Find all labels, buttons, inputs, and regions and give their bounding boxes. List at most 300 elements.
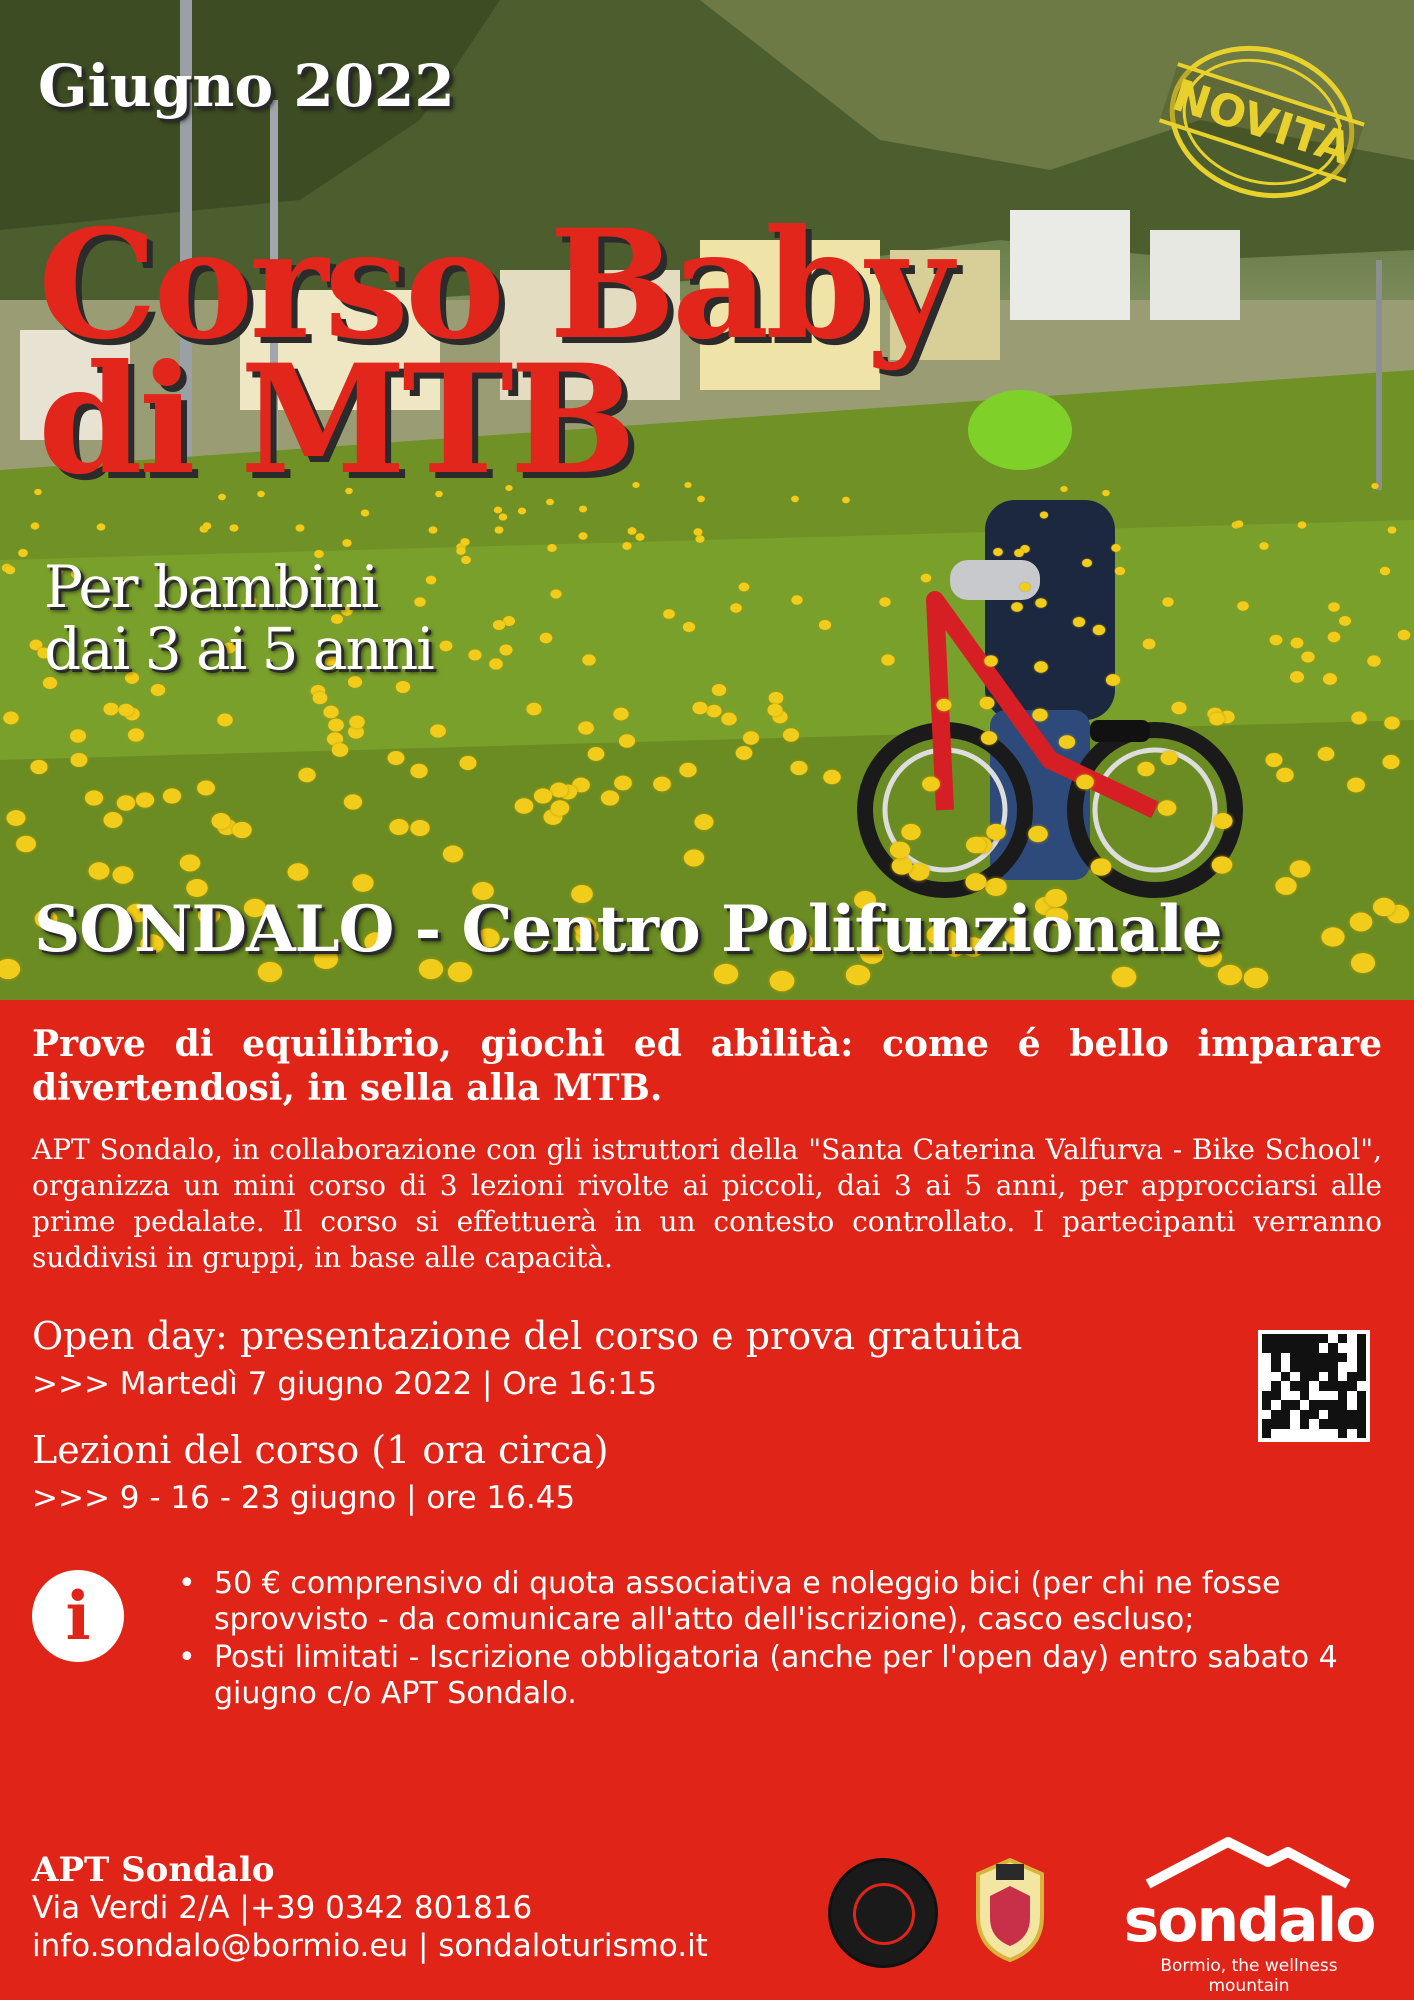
qr-cell [1290,1400,1299,1409]
flower [1035,598,1046,608]
flower [1351,953,1375,973]
qr-cell [1357,1353,1366,1362]
qr-cell [1357,1410,1366,1419]
qr-cell [1338,1381,1347,1390]
flower [679,763,696,777]
qr-cell [1338,1372,1347,1381]
qr-cell [1290,1372,1299,1381]
flower [692,702,707,715]
qr-cell [1357,1429,1366,1438]
notes-list [178,1566,1378,1714]
page-title [38,197,950,508]
qr-cell [1347,1410,1356,1419]
flower [526,703,541,716]
flower [683,622,695,632]
flower [89,862,110,879]
flower [217,714,232,727]
flower [614,776,632,791]
flower [1384,717,1400,730]
qr-cell [1328,1410,1337,1419]
flower [984,655,997,666]
flower [499,514,507,521]
qr-cell [1281,1429,1290,1438]
flower [1212,856,1233,873]
qr-cell [1328,1362,1337,1371]
qr-cell [1347,1362,1356,1371]
flower [1301,651,1314,662]
flower [1351,712,1366,725]
flower [1367,655,1380,666]
qr-cell [1319,1381,1328,1390]
flower [515,798,534,814]
flower [163,788,181,803]
organizer-contacts[interactable]: info.sondalo@bormio.eu | sondaloturismo.it [32,1928,708,1964]
flower [695,535,704,543]
flower [551,800,570,816]
flower [619,734,635,748]
flower [1373,898,1395,916]
flower [430,724,446,737]
flower [1347,778,1365,793]
qr-cell [1347,1391,1356,1400]
flower [1032,709,1047,722]
flower [103,703,118,716]
flower [313,692,328,704]
flower [1059,735,1075,749]
qr-cell [1319,1410,1328,1419]
brand-word: sondalo [1123,1886,1375,1956]
flower [1171,702,1186,715]
flower [5,566,15,575]
bike-school-logo-icon [828,1858,938,1968]
flower [791,595,802,604]
qr-cell [1328,1400,1337,1409]
qr-cell [1357,1362,1366,1371]
info-icon: i [32,1570,124,1662]
qr-cell [1357,1372,1366,1381]
flower [1275,877,1296,895]
flower [663,609,675,619]
qr-cell [1328,1381,1337,1390]
flower [136,792,154,807]
flower [770,971,795,992]
flower [1266,753,1283,767]
flower [410,820,429,836]
qr-cell [1319,1419,1328,1428]
flower [16,836,36,853]
qr-cell [1347,1429,1356,1438]
flower [18,549,28,557]
flower [151,684,166,696]
qr-cell [1347,1419,1356,1428]
flower [389,819,408,835]
flower [495,526,504,533]
flower [730,603,742,613]
flower [1060,486,1067,492]
flower [819,620,831,630]
flower [1270,635,1283,646]
qr-cell [1309,1362,1318,1371]
list-item: • 50 € comprensivo di quota associativa e noleggio bici (per chi ne fosse sprovvisto - da comunicare all'atto dell'iscrizione), casco escluso; [178,1566,1378,1638]
qr-cell [1281,1419,1290,1428]
qr-cell [1309,1353,1318,1362]
flower [1162,597,1173,606]
flower [1111,544,1120,552]
qr-cell [1271,1362,1280,1371]
flower [790,761,807,775]
qr-cell [1281,1372,1290,1381]
qr-cell [1328,1391,1337,1400]
flower [113,866,134,884]
mountain-logo-icon [1118,1832,1380,1892]
open-day-title: Open day: presentazione del corso e prova gratuita [32,1314,1023,1358]
qr-cell [1281,1343,1290,1352]
flower [1328,632,1341,643]
flower [1028,826,1048,842]
sondalo-brand-logo [1118,1832,1380,1996]
qr-cell [1262,1353,1271,1362]
qr-cell [1300,1381,1309,1390]
flower [694,814,713,830]
qr-cell [1357,1343,1366,1352]
event-location: SONDALO - Centro Polifunzionale [34,892,1222,967]
flower [323,706,338,719]
event-date: Giugno 2022 [38,52,455,120]
flower [706,705,721,718]
qr-cell [1309,1372,1318,1381]
flower [468,650,481,661]
qr-cell [1281,1362,1290,1371]
qr-cell [1290,1381,1299,1390]
flower [684,850,704,867]
flower [1388,526,1397,533]
qr-cell [1319,1353,1328,1362]
flower [1323,673,1337,685]
flower [1091,858,1112,875]
qr-cell [1271,1334,1280,1343]
qr-cell [1328,1353,1337,1362]
info-panel [0,1000,1414,2000]
qr-cell [1290,1391,1299,1400]
flower [980,697,995,709]
qr-cell [1338,1410,1347,1419]
flower [881,654,894,665]
flower [547,544,556,552]
flower [1076,775,1094,790]
qr-cell [1262,1400,1271,1409]
qr-cell [1290,1343,1299,1352]
flower [1235,520,1244,527]
flower [694,528,703,535]
flower [653,777,671,792]
qr-cell [1262,1343,1271,1352]
flower [1093,625,1105,635]
flower [981,731,997,745]
flower [721,713,736,726]
flower [1321,927,1344,946]
qr-cell [1271,1410,1280,1419]
flower [1371,483,1378,489]
flower [7,810,26,826]
flower [697,496,705,502]
qr-cell [1300,1400,1309,1409]
flower [1276,768,1294,783]
flower [456,547,465,555]
flower [1298,521,1307,528]
qr-cell [1328,1372,1337,1381]
subtitle-line-1: Per bambini [44,553,378,621]
qr-cell [1357,1334,1366,1343]
flower [922,777,940,792]
flower [440,641,453,652]
qr-cell [1271,1419,1280,1428]
qr-cell [1271,1353,1280,1362]
organizer-address: Via Verdi 2/A |+39 0342 801816 [32,1890,533,1926]
flower [1082,559,1092,567]
qr-cell [1290,1410,1299,1419]
flower [1350,913,1373,932]
flower [118,704,133,717]
flower [937,699,952,712]
flower [582,654,595,665]
flower [1137,762,1154,776]
qr-cell [1300,1343,1309,1352]
flower [1106,674,1120,686]
flower [986,824,1005,840]
flower [180,854,201,871]
flower [1014,549,1024,557]
flower [1218,965,1242,985]
qr-cell [1262,1429,1271,1438]
flower [30,760,47,774]
qr-cell [1300,1353,1309,1362]
lessons-title: Lezioni del corso (1 ora circa) [32,1428,609,1472]
flower [103,812,122,828]
organizer-name: APT Sondalo [32,1850,275,1890]
flower [1011,602,1023,612]
qr-cell [1290,1353,1299,1362]
qr-cell [1309,1391,1318,1400]
qr-cell [1281,1391,1290,1400]
qr-cell [1309,1381,1318,1390]
flower [1290,860,1311,877]
qr-cell [1319,1362,1328,1371]
brand-tagline: Bormio, the wellness mountain [1160,1956,1338,1996]
qr-cell [1281,1334,1290,1343]
qr-cell [1347,1343,1356,1352]
title-line-1: Corso Baby [38,197,950,373]
flower [993,548,1003,556]
qr-cell [1338,1334,1347,1343]
flower [767,704,782,717]
flower [966,837,986,854]
municipal-crest-icon [970,1856,1050,1964]
flower [736,746,753,760]
qr-cell [1347,1353,1356,1362]
stamp-label: NOVITÀ [1159,62,1365,183]
flower [97,523,106,530]
flower [1398,630,1410,640]
qr-cell [1338,1429,1347,1438]
flower [117,795,135,810]
flower [1259,542,1268,550]
qr-cell [1290,1334,1299,1343]
qr-cell [1290,1419,1299,1428]
flower [1040,512,1048,519]
qr-cell [1262,1362,1271,1371]
flower [211,813,230,829]
qr-cell [1328,1419,1337,1428]
flower [1382,755,1399,769]
qr-cell [1262,1410,1271,1419]
qr-cell [1300,1362,1309,1371]
flower [493,620,505,630]
qr-cell [1328,1334,1337,1343]
flower [636,533,645,541]
flower [1291,638,1304,649]
qr-cell [1347,1372,1356,1381]
flower [328,718,344,731]
qr-cell [1338,1419,1347,1428]
flower [1034,661,1048,672]
flower [71,753,88,767]
qr-cell [1300,1419,1309,1428]
flower [1328,602,1340,612]
qr-cell [1271,1400,1280,1409]
qr-cell [1309,1343,1318,1352]
course-description: APT Sondalo, in collaborazione con gli istruttori della "Santa Caterina Valfurva - Bike School", organizza un mini corso di 3 lezioni rivolte ai piccoli, dai 3 ai 5 anni, per approcciarsi alle prime pedalate. Il corso si effettuerà in un contesto controllato. I partecipanti verranno suddivisi in gruppi, in base alle capacità. [32,1133,1382,1274]
flower [459,756,476,770]
qr-cell [1338,1353,1347,1362]
flower [298,768,315,783]
flower [1161,751,1178,765]
age-subtitle [44,553,433,683]
flower [550,783,568,798]
flower [1318,747,1335,761]
flower [1339,616,1351,626]
course-headline: Prove di equilibrio, giochi ed abilità: come é bello imparare divertendosi, in sella alla MTB. [32,1023,1382,1109]
flower [443,846,463,863]
flower [783,728,799,741]
flower [823,770,841,785]
qr-cell [1271,1381,1280,1390]
flower [1112,967,1137,988]
flower [344,794,362,809]
flower [388,751,405,765]
qr-cell [1271,1429,1280,1438]
qr-cell [1281,1400,1290,1409]
flower [846,965,870,985]
flower [1209,713,1224,726]
open-day-detail: >>> Martedì 7 giugno 2022 | Ore 16:15 [32,1366,658,1402]
flower [3,712,18,725]
flower [342,539,351,547]
flower [332,743,349,757]
qr-cell [1271,1343,1280,1352]
qr-cell [1319,1334,1328,1343]
flower [712,684,726,696]
qr-cell [1338,1391,1347,1400]
qr-cell [1357,1419,1366,1428]
flower [890,842,910,859]
qr-cell [1281,1353,1290,1362]
qr-cell [1357,1391,1366,1400]
flower [1102,490,1110,496]
qr-cell [1262,1372,1271,1381]
flower [203,522,212,529]
list-item: • Posti limitati - Iscrizione obbligatoria (anche per l'open day) entro sabato 4 giugno c/o APT Sondalo. [178,1640,1378,1712]
flower [534,788,552,803]
flower [613,708,628,721]
lessons-detail: >>> 9 - 16 - 23 giugno | ore 16.45 [32,1480,576,1516]
flower [232,822,251,838]
qr-code-icon[interactable] [1258,1330,1370,1442]
flower [842,497,850,503]
flower [743,731,759,744]
flower [892,857,913,874]
qr-cell [1309,1400,1318,1409]
flower [1380,567,1390,576]
flower [85,790,103,805]
flower [230,524,239,531]
qr-cell [1309,1429,1318,1438]
qr-cell [1309,1410,1318,1419]
flower [601,790,619,805]
flower [128,728,144,741]
flower [31,522,40,529]
title-line-2: di MTB [38,332,633,508]
flower [410,764,427,778]
flower [1020,583,1031,592]
flower [1143,639,1156,650]
qr-cell [1357,1400,1366,1409]
flower [1213,813,1232,829]
qr-cell [1319,1391,1328,1400]
flower [461,556,471,564]
flower [769,692,784,704]
flower [1073,617,1085,627]
flower [588,747,605,761]
qr-cell [1347,1381,1356,1390]
qr-cell [1328,1429,1337,1438]
qr-cell [1309,1419,1318,1428]
qr-cell [1319,1400,1328,1409]
flower [578,721,594,734]
flower [288,863,309,880]
flower [901,824,920,840]
qr-cell [1262,1419,1271,1428]
qr-cell [1300,1410,1309,1419]
flower [518,508,526,515]
qr-cell [1300,1429,1309,1438]
qr-cell [1319,1372,1328,1381]
qr-cell [1300,1334,1309,1343]
flower [550,589,561,598]
flower [361,510,369,517]
subtitle-line-2: dai 3 ai 5 anni [44,615,433,683]
flower [739,583,750,592]
flower [460,538,469,546]
flower [489,658,503,669]
flower [429,526,438,533]
flower [628,527,637,534]
flower [1158,800,1177,816]
flower [70,729,86,742]
flower [296,524,305,531]
qr-cell [1319,1429,1328,1438]
qr-cell [1300,1391,1309,1400]
qr-cell [1338,1362,1347,1371]
